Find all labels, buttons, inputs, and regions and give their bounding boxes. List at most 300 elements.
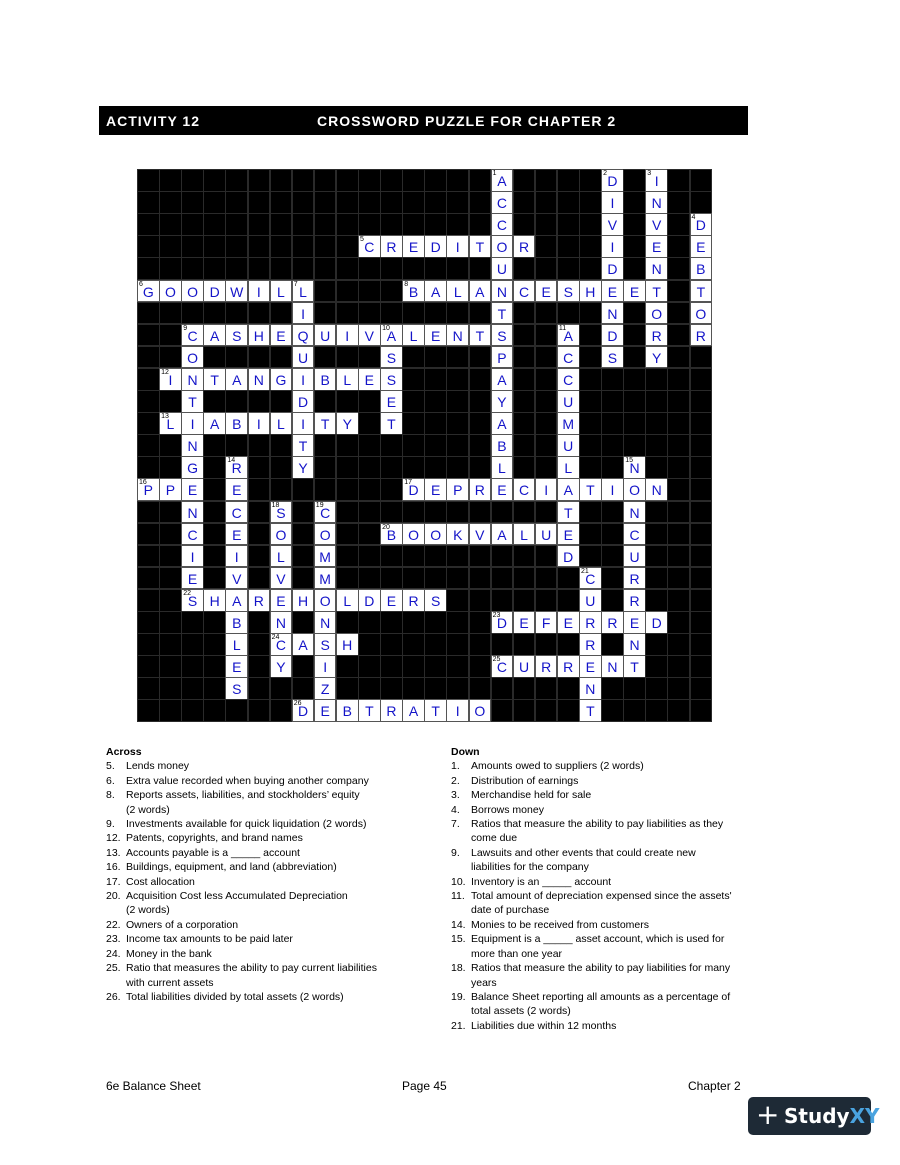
- cell-letter: N: [651, 195, 662, 212]
- blocked-cell: [623, 191, 646, 214]
- cell-letter: C: [629, 526, 640, 543]
- clue-number: 10.: [451, 875, 466, 888]
- crossword-cell: [181, 434, 204, 457]
- blocked-cell: [690, 456, 713, 479]
- crossword-cell: [402, 589, 425, 612]
- blocked-cell: [513, 191, 536, 214]
- cell-letter: L: [343, 592, 352, 609]
- blocked-cell: [336, 611, 359, 634]
- crossword-cell: [601, 191, 624, 214]
- blocked-cell: [424, 390, 447, 413]
- cell-letter: A: [497, 173, 507, 189]
- blocked-cell: [402, 545, 425, 568]
- blocked-cell: [181, 302, 204, 325]
- blocked-cell: [336, 213, 359, 236]
- cell-letter: C: [563, 349, 574, 366]
- across-clue: [106, 788, 436, 802]
- crossword-cell: [314, 699, 337, 722]
- blocked-cell: [314, 257, 337, 280]
- blocked-cell: [491, 677, 514, 700]
- cell-clue-number: 1: [492, 170, 497, 177]
- blocked-cell: [159, 257, 182, 280]
- cell-letter: E: [232, 482, 242, 499]
- crossword-cell: [358, 235, 381, 258]
- blocked-cell: [623, 213, 646, 236]
- blocked-cell: [513, 213, 536, 236]
- clue-number: 11.: [451, 890, 465, 903]
- blocked-cell: [248, 456, 271, 479]
- blocked-cell: [270, 302, 293, 325]
- blocked-cell: [336, 501, 359, 524]
- blocked-cell: [380, 434, 403, 457]
- blocked-cell: [535, 699, 558, 722]
- cell-letter: E: [232, 659, 242, 676]
- cell-clue-number: 19: [315, 501, 324, 509]
- crossword-cell: [690, 324, 713, 347]
- cell-letter: O: [319, 592, 331, 609]
- blocked-cell: [270, 456, 293, 479]
- blocked-cell: [535, 324, 558, 347]
- crossword-cell: [645, 213, 668, 236]
- crossword-cell: [336, 699, 359, 722]
- clue-text: Reports assets, liabilities, and stockholders’ equity: [126, 789, 360, 802]
- cell-letter: E: [519, 615, 529, 631]
- blocked-cell: [667, 456, 690, 479]
- cell-letter: H: [342, 637, 353, 654]
- cell-letter: C: [563, 371, 574, 388]
- cell-letter: C: [320, 504, 331, 521]
- crossword-cell: [314, 611, 337, 634]
- blocked-cell: [203, 456, 226, 479]
- blocked-cell: [601, 589, 624, 612]
- blocked-cell: [645, 523, 668, 546]
- blocked-cell: [137, 633, 160, 656]
- crossword-cell: [225, 567, 248, 590]
- blocked-cell: [513, 589, 536, 612]
- crossword-cell: [159, 280, 182, 303]
- blocked-cell: [424, 655, 447, 678]
- crossword-cell: [645, 235, 668, 258]
- cell-letter: N: [629, 504, 640, 521]
- cell-letter: I: [345, 327, 350, 344]
- crossword-cell: [181, 324, 204, 347]
- cell-clue-number: 16: [139, 479, 147, 487]
- blocked-cell: [513, 434, 536, 457]
- blocked-cell: [535, 434, 558, 457]
- blocked-cell: [402, 412, 425, 435]
- crossword-cell: [380, 390, 403, 413]
- clue-text: Accounts payable is a _____ account: [126, 846, 300, 859]
- across-clue: [106, 846, 436, 860]
- blocked-cell: [424, 213, 447, 236]
- down-clue: [451, 1004, 781, 1018]
- blocked-cell: [248, 191, 271, 214]
- blocked-cell: [446, 567, 469, 590]
- blocked-cell: [270, 235, 293, 258]
- down-clue: [451, 961, 781, 975]
- crossword-cell: [446, 324, 469, 347]
- cell-clue-number: 12: [161, 368, 169, 376]
- blocked-cell: [181, 633, 204, 656]
- clue-number: 22.: [106, 918, 121, 931]
- blocked-cell: [248, 213, 271, 236]
- clue-text: Liabilities due within 12 months: [471, 1019, 617, 1032]
- blocked-cell: [292, 545, 315, 568]
- crossword-cell: [424, 280, 447, 303]
- blocked-cell: [513, 456, 536, 479]
- blocked-cell: [690, 655, 713, 678]
- blocked-cell: [358, 677, 381, 700]
- blocked-cell: [623, 302, 646, 325]
- crossword-cell: [623, 456, 646, 479]
- blocked-cell: [579, 523, 602, 546]
- cell-letter: U: [585, 592, 596, 609]
- crossword-cell: [402, 324, 425, 347]
- crossword-cell: [314, 501, 337, 524]
- cell-letter: R: [629, 592, 640, 609]
- blocked-cell: [402, 390, 425, 413]
- blocked-cell: [402, 169, 425, 192]
- cell-letter: E: [386, 592, 397, 609]
- blocked-cell: [314, 302, 337, 325]
- cell-letter: A: [475, 283, 485, 300]
- blocked-cell: [535, 567, 558, 590]
- crossword-cell: [181, 589, 204, 612]
- across-clue: [106, 817, 436, 831]
- clue-text: Lawsuits and other events that could create new: [471, 846, 696, 859]
- blocked-cell: [535, 213, 558, 236]
- blocked-cell: [623, 390, 646, 413]
- blocked-cell: [248, 478, 271, 501]
- blocked-cell: [557, 302, 580, 325]
- blocked-cell: [424, 346, 447, 369]
- blocked-cell: [137, 589, 160, 612]
- cell-letter: T: [210, 371, 219, 388]
- cell-letter: Y: [276, 659, 286, 676]
- clue-number: 21.: [451, 1019, 466, 1032]
- crossword-cell: [535, 523, 558, 546]
- blocked-cell: [579, 456, 602, 479]
- blocked-cell: [380, 280, 403, 303]
- blocked-cell: [292, 501, 315, 524]
- blocked-cell: [358, 501, 381, 524]
- clue-text: Equipment is a _____ asset account, which is used for: [471, 933, 725, 946]
- crossword-cell: [601, 346, 624, 369]
- cell-letter: S: [386, 371, 397, 388]
- clue-text: Money in the bank: [126, 947, 212, 960]
- blocked-cell: [314, 390, 337, 413]
- blocked-cell: [203, 191, 226, 214]
- blocked-cell: [402, 677, 425, 700]
- blocked-cell: [314, 456, 337, 479]
- blocked-cell: [535, 257, 558, 280]
- blocked-cell: [137, 213, 160, 236]
- logo-wordmark: [784, 1105, 879, 1127]
- blocked-cell: [645, 368, 668, 391]
- blocked-cell: [137, 346, 160, 369]
- blocked-cell: [292, 478, 315, 501]
- down-clue: [451, 932, 781, 946]
- crossword-cell: [535, 478, 558, 501]
- activity-label: ACTIVITY 12: [106, 113, 200, 129]
- blocked-cell: [203, 390, 226, 413]
- blocked-cell: [690, 169, 713, 192]
- blocked-cell: [248, 633, 271, 656]
- down-clue: [451, 976, 781, 990]
- blocked-cell: [203, 501, 226, 524]
- blocked-cell: [181, 699, 204, 722]
- blocked-cell: [270, 169, 293, 192]
- across-clue: [106, 774, 436, 788]
- activity-header-bar: [99, 106, 748, 135]
- crossword-cell: [402, 699, 425, 722]
- blocked-cell: [380, 677, 403, 700]
- crossword-cell: [690, 302, 713, 325]
- blocked-cell: [314, 478, 337, 501]
- clue-text: Borrows money: [471, 803, 544, 816]
- cell-letter: O: [408, 526, 419, 543]
- blocked-cell: [513, 545, 536, 568]
- crossword-cell: [557, 655, 580, 678]
- blocked-cell: [667, 412, 690, 435]
- cell-letter: P: [497, 349, 507, 366]
- clue-number: 17.: [106, 875, 121, 888]
- clue-number: 5.: [106, 760, 115, 773]
- crossword-cell: [292, 302, 315, 325]
- blocked-cell: [336, 235, 359, 258]
- cell-letter: P: [143, 482, 154, 499]
- blocked-cell: [446, 611, 469, 634]
- crossword-cell: [491, 523, 514, 546]
- blocked-cell: [159, 456, 182, 479]
- blocked-cell: [336, 545, 359, 568]
- crossword-cell: [469, 523, 492, 546]
- cell-letter: S: [232, 327, 242, 344]
- blocked-cell: [137, 412, 160, 435]
- blocked-cell: [380, 478, 403, 501]
- blocked-cell: [491, 589, 514, 612]
- blocked-cell: [667, 478, 690, 501]
- crossword-cell: [270, 545, 293, 568]
- crossword-cell: [557, 523, 580, 546]
- cell-letter: C: [231, 504, 242, 521]
- down-clue: [451, 889, 781, 903]
- clue-number: 20.: [106, 890, 121, 903]
- blocked-cell: [513, 699, 536, 722]
- clue-number: 14.: [451, 918, 466, 931]
- cell-letter: R: [386, 239, 397, 256]
- blocked-cell: [248, 346, 271, 369]
- cell-letter: I: [234, 548, 239, 565]
- cell-letter: I: [455, 239, 460, 256]
- blocked-cell: [270, 478, 293, 501]
- cell-letter: T: [431, 703, 440, 720]
- cell-letter: L: [498, 460, 506, 477]
- blocked-cell: [336, 567, 359, 590]
- blocked-cell: [181, 677, 204, 700]
- blocked-cell: [601, 677, 624, 700]
- blocked-cell: [314, 346, 337, 369]
- crossword-grid: [137, 169, 712, 722]
- blocked-cell: [469, 434, 492, 457]
- crossword-cell: [380, 523, 403, 546]
- blocked-cell: [667, 257, 690, 280]
- cell-letter: A: [408, 703, 419, 720]
- crossword-cell: [225, 368, 248, 391]
- blocked-cell: [402, 456, 425, 479]
- crossword-cell: [491, 257, 514, 280]
- cell-clue-number: 14: [227, 457, 236, 465]
- blocked-cell: [667, 169, 690, 192]
- crossword-cell: [181, 545, 204, 568]
- cell-letter: L: [453, 283, 462, 300]
- cell-letter: T: [630, 659, 639, 676]
- crossword-cell: [181, 478, 204, 501]
- blocked-cell: [690, 699, 713, 722]
- cell-letter: L: [232, 637, 241, 654]
- blocked-cell: [203, 235, 226, 258]
- blocked-cell: [380, 655, 403, 678]
- blocked-cell: [601, 523, 624, 546]
- cell-letter: S: [607, 349, 618, 366]
- blocked-cell: [469, 390, 492, 413]
- crossword-cell: [645, 324, 668, 347]
- crossword-cell: [690, 280, 713, 303]
- blocked-cell: [203, 257, 226, 280]
- blocked-cell: [667, 390, 690, 413]
- crossword-cell: [424, 324, 447, 347]
- clue-text: Buildings, equipment, and land (abbreviation): [126, 861, 337, 874]
- cell-letter: S: [187, 592, 198, 609]
- blocked-cell: [137, 567, 160, 590]
- blocked-cell: [159, 633, 182, 656]
- crossword-cell: [601, 478, 624, 501]
- blocked-cell: [203, 169, 226, 192]
- blocked-cell: [424, 169, 447, 192]
- crossword-cell: [601, 257, 624, 280]
- crossword-cell: [424, 523, 447, 546]
- blocked-cell: [292, 235, 315, 258]
- blocked-cell: [358, 456, 381, 479]
- blocked-cell: [557, 633, 580, 656]
- blocked-cell: [203, 699, 226, 722]
- cell-letter: N: [320, 615, 331, 631]
- cell-clue-number: 25: [492, 656, 501, 664]
- crossword-cell: [159, 368, 182, 391]
- blocked-cell: [137, 501, 160, 524]
- crossword-cell: [314, 412, 337, 435]
- blocked-cell: [623, 677, 646, 700]
- blocked-cell: [248, 699, 271, 722]
- cell-letter: O: [496, 239, 508, 256]
- crossword-cell: [557, 280, 580, 303]
- blocked-cell: [513, 677, 536, 700]
- cell-letter: E: [232, 526, 242, 543]
- crossword-cell: [270, 567, 293, 590]
- cell-letter: H: [209, 592, 220, 609]
- blocked-cell: [645, 545, 668, 568]
- crossword-cell: [225, 324, 248, 347]
- blocked-cell: [446, 257, 469, 280]
- cell-letter: B: [232, 416, 242, 433]
- cell-letter: U: [297, 349, 309, 366]
- blocked-cell: [469, 456, 492, 479]
- cell-letter: A: [563, 327, 573, 344]
- crossword-cell: [203, 368, 226, 391]
- cell-letter: W: [230, 283, 244, 300]
- blocked-cell: [380, 611, 403, 634]
- cell-letter: B: [497, 438, 507, 455]
- blocked-cell: [623, 169, 646, 192]
- crossword-cell: [336, 589, 359, 612]
- crossword-cell: [225, 280, 248, 303]
- cell-letter: O: [319, 526, 331, 543]
- cell-clue-number: 18: [271, 501, 280, 509]
- blocked-cell: [137, 302, 160, 325]
- crossword-cell: [557, 478, 580, 501]
- cell-letter: Z: [320, 681, 330, 698]
- cell-clue-number: 9: [183, 324, 188, 332]
- clue-text: years: [471, 976, 497, 989]
- cell-letter: D: [364, 592, 375, 609]
- cell-letter: T: [298, 438, 308, 455]
- blocked-cell: [667, 191, 690, 214]
- cell-letter: P: [165, 482, 176, 499]
- blocked-cell: [402, 257, 425, 280]
- cell-letter: B: [320, 371, 330, 388]
- down-clue: [451, 860, 781, 874]
- crossword-cell: [248, 368, 271, 391]
- blocked-cell: [159, 213, 182, 236]
- cell-letter: E: [408, 239, 419, 256]
- blocked-cell: [601, 699, 624, 722]
- crossword-cell: [579, 699, 602, 722]
- cell-letter: V: [607, 217, 618, 234]
- across-clue: [106, 932, 436, 946]
- cell-letter: N: [607, 659, 618, 676]
- crossword-cell: [424, 699, 447, 722]
- cell-letter: L: [520, 526, 528, 543]
- crossword-cell: [203, 324, 226, 347]
- blocked-cell: [159, 390, 182, 413]
- clue-text: (2 words): [126, 803, 170, 816]
- crossword-cell: [292, 368, 315, 391]
- crossword-cell: [248, 589, 271, 612]
- cell-letter: B: [232, 615, 242, 631]
- crossword-cell: [225, 677, 248, 700]
- blocked-cell: [159, 699, 182, 722]
- crossword-cell: [380, 589, 403, 612]
- cell-letter: L: [277, 283, 285, 300]
- cell-letter: T: [497, 305, 507, 322]
- crossword-cell: [469, 478, 492, 501]
- blocked-cell: [292, 523, 315, 546]
- blocked-cell: [557, 677, 580, 700]
- blocked-cell: [270, 346, 293, 369]
- crossword-cell: [314, 368, 337, 391]
- crossword-cell: [469, 280, 492, 303]
- blocked-cell: [667, 589, 690, 612]
- blocked-cell: [645, 633, 668, 656]
- clue-text: come due: [471, 832, 518, 845]
- crossword-cell: [402, 235, 425, 258]
- crossword-cell: [513, 280, 536, 303]
- cell-letter: R: [253, 592, 264, 609]
- blocked-cell: [667, 545, 690, 568]
- blocked-cell: [314, 434, 337, 457]
- blocked-cell: [667, 501, 690, 524]
- crossword-cell: [292, 390, 315, 413]
